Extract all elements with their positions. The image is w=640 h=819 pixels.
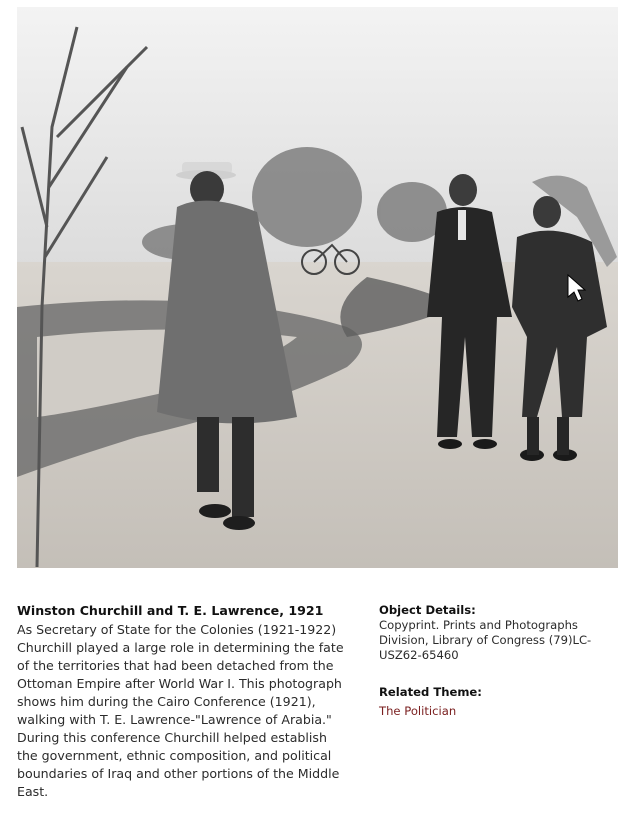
related-theme-link[interactable]: The Politician xyxy=(379,704,457,718)
photo-illustration xyxy=(17,7,618,568)
object-details-panel xyxy=(379,603,619,719)
caption-body: As Secretary of State for the Colonies (1921-1922) Churchill played a large role in determining the fate of the territories that had been detached from the Ottoman Empire after World War I. This photograph shows him during the Cairo Conference (1921), walking with T. E. Lawrence-"Lawrence of Arabia." During this conference Churchill helped establish the government, ethnic composition, and political boundaries of Iraq and other portions of the Middle East. xyxy=(17,622,344,799)
photo-caption xyxy=(17,603,349,801)
object-details-heading: Object Details: xyxy=(379,603,476,617)
related-theme-heading: Related Theme: xyxy=(379,685,482,699)
historical-photograph xyxy=(17,7,618,568)
caption-title: Winston Churchill and T. E. Lawrence, 1921 xyxy=(17,603,324,618)
object-details-text: Copyprint. Prints and Photographs Division, Library of Congress (79)LC-USZ62-65460 xyxy=(379,618,592,662)
